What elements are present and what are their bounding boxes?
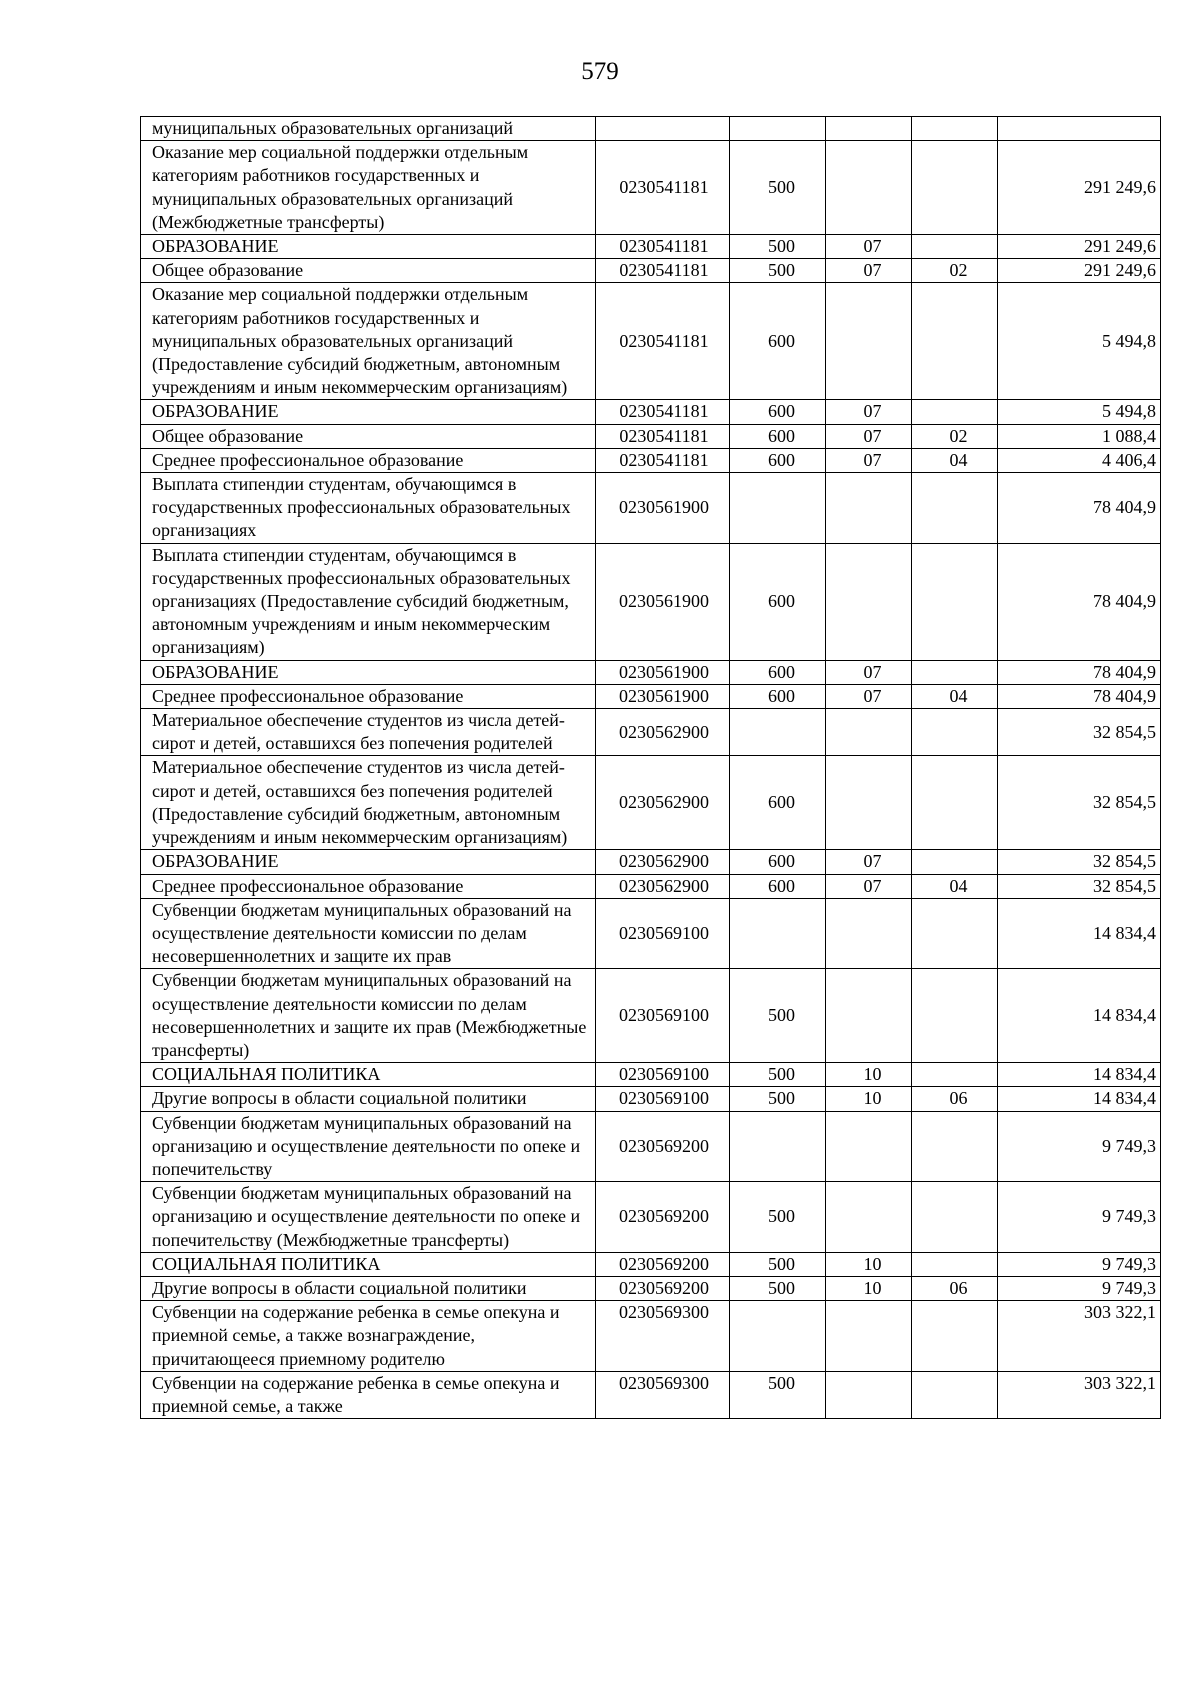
row-subsection-cell: [912, 117, 998, 141]
row-code-cell: 0230541181: [596, 448, 730, 472]
row-name-cell: ОБРАЗОВАНИЕ: [141, 235, 596, 259]
table-row: [141, 969, 1161, 1063]
row-amount-cell: [998, 117, 1161, 141]
row-amount-cell: 291 249,6: [998, 259, 1161, 283]
row-subsection-cell: [912, 1063, 998, 1087]
row-subsection-cell: 02: [912, 424, 998, 448]
table-row: [141, 400, 1161, 424]
table-row: [141, 1252, 1161, 1276]
row-amount-cell: 9 749,3: [998, 1276, 1161, 1300]
row-name-cell: Среднее профессиональное образование: [141, 684, 596, 708]
row-code-cell: 0230561900: [596, 543, 730, 660]
row-section-cell: [826, 709, 912, 756]
row-expense-type-cell: [730, 1301, 826, 1372]
row-section-cell: 07: [826, 660, 912, 684]
table-row: [141, 235, 1161, 259]
row-code-cell: 0230561900: [596, 684, 730, 708]
table-row: [141, 709, 1161, 756]
row-expense-type-cell: [730, 1111, 826, 1182]
row-name-cell: Субвенции бюджетам муниципальных образований на организацию и осуществление деятельности по опеке и попечительству: [141, 1111, 596, 1182]
row-amount-cell: 291 249,6: [998, 235, 1161, 259]
row-name-cell: Субвенции бюджетам муниципальных образований на осуществление деятельности комиссии по делам несовершеннолетних и защите их прав (Межбюджетные трансферты): [141, 969, 596, 1063]
row-name-cell: Общее образование: [141, 259, 596, 283]
row-subsection-cell: 04: [912, 448, 998, 472]
row-expense-type-cell: 500: [730, 1276, 826, 1300]
row-expense-type-cell: 600: [730, 424, 826, 448]
row-subsection-cell: [912, 898, 998, 969]
page-number: 579: [581, 58, 619, 85]
row-amount-cell: 32 854,5: [998, 874, 1161, 898]
row-code-cell: 0230561900: [596, 473, 730, 544]
row-expense-type-cell: 500: [730, 1063, 826, 1087]
row-code-cell: 0230562900: [596, 709, 730, 756]
row-name-cell: Субвенции бюджетам муниципальных образований на осуществление деятельности комиссии по делам несовершеннолетних и защите их прав: [141, 898, 596, 969]
row-subsection-cell: [912, 141, 998, 235]
row-subsection-cell: [912, 1371, 998, 1418]
row-subsection-cell: 06: [912, 1087, 998, 1111]
row-expense-type-cell: [730, 117, 826, 141]
row-section-cell: 10: [826, 1276, 912, 1300]
row-code-cell: 0230541181: [596, 400, 730, 424]
table-row: [141, 1182, 1161, 1253]
row-amount-cell: 1 088,4: [998, 424, 1161, 448]
row-name-cell: муниципальных образовательных организаций: [141, 117, 596, 141]
row-amount-cell: 303 322,1: [998, 1301, 1161, 1372]
row-amount-cell: 14 834,4: [998, 898, 1161, 969]
row-code-cell: 0230569300: [596, 1371, 730, 1418]
table-row: [141, 543, 1161, 660]
row-code-cell: 0230541181: [596, 283, 730, 400]
row-code-cell: 0230569200: [596, 1252, 730, 1276]
table-row: [141, 1276, 1161, 1300]
table-row: [141, 1111, 1161, 1182]
row-code-cell: 0230569100: [596, 969, 730, 1063]
row-code-cell: 0230569100: [596, 1087, 730, 1111]
row-code-cell: 0230562900: [596, 874, 730, 898]
row-amount-cell: 14 834,4: [998, 969, 1161, 1063]
row-subsection-cell: [912, 235, 998, 259]
table-body: [141, 117, 1161, 1419]
row-code-cell: 0230569200: [596, 1276, 730, 1300]
row-name-cell: Субвенции бюджетам муниципальных образований на организацию и осуществление деятельности по опеке и попечительству (Межбюджетные трансферты): [141, 1182, 596, 1253]
row-name-cell: Среднее профессиональное образование: [141, 874, 596, 898]
row-section-cell: 10: [826, 1252, 912, 1276]
row-expense-type-cell: [730, 473, 826, 544]
row-expense-type-cell: 500: [730, 969, 826, 1063]
row-subsection-cell: 04: [912, 684, 998, 708]
row-section-cell: 07: [826, 448, 912, 472]
row-subsection-cell: 06: [912, 1276, 998, 1300]
row-section-cell: 07: [826, 850, 912, 874]
row-expense-type-cell: 600: [730, 543, 826, 660]
table-row: [141, 117, 1161, 141]
table-row: [141, 1371, 1161, 1418]
row-expense-type-cell: 500: [730, 1087, 826, 1111]
table-row: [141, 850, 1161, 874]
row-code-cell: 0230569300: [596, 1301, 730, 1372]
row-code-cell: 0230569100: [596, 1063, 730, 1087]
row-expense-type-cell: 600: [730, 874, 826, 898]
budget-table: [140, 116, 1161, 1419]
row-subsection-cell: [912, 283, 998, 400]
row-name-cell: Оказание мер социальной поддержки отдельным категориям работников государственных и муниципальных образовательных организаций (Межбюджетные трансферты): [141, 141, 596, 235]
row-amount-cell: 9 749,3: [998, 1182, 1161, 1253]
row-amount-cell: 32 854,5: [998, 850, 1161, 874]
row-expense-type-cell: 600: [730, 400, 826, 424]
row-subsection-cell: 04: [912, 874, 998, 898]
row-amount-cell: 78 404,9: [998, 684, 1161, 708]
row-name-cell: Общее образование: [141, 424, 596, 448]
table-row: [141, 1301, 1161, 1372]
row-name-cell: ОБРАЗОВАНИЕ: [141, 850, 596, 874]
table-row: [141, 424, 1161, 448]
row-section-cell: [826, 141, 912, 235]
table-row: [141, 756, 1161, 850]
row-subsection-cell: [912, 1111, 998, 1182]
row-name-cell: ОБРАЗОВАНИЕ: [141, 660, 596, 684]
row-subsection-cell: [912, 709, 998, 756]
row-name-cell: Оказание мер социальной поддержки отдельным категориям работников государственных и муниципальных образовательных организаций (Предоставление субсидий бюджетным, автономным учреждениям и иным некоммерческим организациям): [141, 283, 596, 400]
row-amount-cell: 4 406,4: [998, 448, 1161, 472]
row-section-cell: [826, 543, 912, 660]
row-expense-type-cell: 600: [730, 850, 826, 874]
row-section-cell: [826, 898, 912, 969]
row-expense-type-cell: 600: [730, 756, 826, 850]
row-subsection-cell: [912, 850, 998, 874]
row-section-cell: 07: [826, 684, 912, 708]
row-amount-cell: 78 404,9: [998, 660, 1161, 684]
row-subsection-cell: [912, 660, 998, 684]
row-section-cell: 07: [826, 874, 912, 898]
row-code-cell: 0230541181: [596, 424, 730, 448]
row-code-cell: [596, 117, 730, 141]
row-expense-type-cell: 600: [730, 684, 826, 708]
row-name-cell: Среднее профессиональное образование: [141, 448, 596, 472]
row-code-cell: 0230569200: [596, 1111, 730, 1182]
row-subsection-cell: [912, 1301, 998, 1372]
row-name-cell: Другие вопросы в области социальной политики: [141, 1276, 596, 1300]
row-code-cell: 0230562900: [596, 756, 730, 850]
row-amount-cell: 9 749,3: [998, 1111, 1161, 1182]
row-section-cell: 07: [826, 424, 912, 448]
table-row: [141, 1063, 1161, 1087]
row-name-cell: Выплата стипендии студентам, обучающимся в государственных профессиональных образовательных организациях (Предоставление субсидий бюджетным, автономным учреждениям и иным некоммерческим организациям): [141, 543, 596, 660]
table-row: [141, 660, 1161, 684]
row-amount-cell: 32 854,5: [998, 756, 1161, 850]
row-code-cell: 0230541181: [596, 235, 730, 259]
row-section-cell: [826, 969, 912, 1063]
row-code-cell: 0230561900: [596, 660, 730, 684]
row-code-cell: 0230569200: [596, 1182, 730, 1253]
row-name-cell: Субвенции на содержание ребенка в семье опекуна и приемной семье, а также: [141, 1371, 596, 1418]
row-name-cell: Материальное обеспечение студентов из числа детей-сирот и детей, оставшихся без попечения родителей: [141, 709, 596, 756]
row-expense-type-cell: 600: [730, 660, 826, 684]
table-row: [141, 259, 1161, 283]
row-subsection-cell: [912, 969, 998, 1063]
row-amount-cell: 78 404,9: [998, 543, 1161, 660]
row-expense-type-cell: [730, 898, 826, 969]
row-code-cell: 0230569100: [596, 898, 730, 969]
row-expense-type-cell: 500: [730, 235, 826, 259]
row-amount-cell: 14 834,4: [998, 1087, 1161, 1111]
row-expense-type-cell: 500: [730, 141, 826, 235]
row-section-cell: [826, 1301, 912, 1372]
row-name-cell: Субвенции на содержание ребенка в семье опекуна и приемной семье, а также вознаграждение, причитающееся приемному родителю: [141, 1301, 596, 1372]
row-name-cell: Другие вопросы в области социальной политики: [141, 1087, 596, 1111]
table-row: [141, 141, 1161, 235]
table-row: [141, 684, 1161, 708]
row-section-cell: [826, 1111, 912, 1182]
row-amount-cell: 9 749,3: [998, 1252, 1161, 1276]
row-section-cell: 10: [826, 1063, 912, 1087]
row-code-cell: 0230541181: [596, 141, 730, 235]
row-subsection-cell: [912, 400, 998, 424]
row-name-cell: Материальное обеспечение студентов из числа детей-сирот и детей, оставшихся без попечения родителей (Предоставление субсидий бюджетным, автономным учреждениям и иным некоммерческим организациям): [141, 756, 596, 850]
row-subsection-cell: [912, 543, 998, 660]
row-amount-cell: 5 494,8: [998, 400, 1161, 424]
row-section-cell: [826, 283, 912, 400]
row-amount-cell: 5 494,8: [998, 283, 1161, 400]
row-expense-type-cell: 600: [730, 448, 826, 472]
row-amount-cell: 303 322,1: [998, 1371, 1161, 1418]
row-section-cell: 07: [826, 400, 912, 424]
row-subsection-cell: 02: [912, 259, 998, 283]
row-subsection-cell: [912, 756, 998, 850]
row-section-cell: [826, 117, 912, 141]
row-code-cell: 0230562900: [596, 850, 730, 874]
row-amount-cell: 32 854,5: [998, 709, 1161, 756]
row-section-cell: 07: [826, 235, 912, 259]
row-subsection-cell: [912, 1182, 998, 1253]
table-row: [141, 1087, 1161, 1111]
row-section-cell: [826, 473, 912, 544]
row-section-cell: [826, 1371, 912, 1418]
row-section-cell: 10: [826, 1087, 912, 1111]
row-amount-cell: 291 249,6: [998, 141, 1161, 235]
row-section-cell: [826, 756, 912, 850]
row-expense-type-cell: [730, 709, 826, 756]
row-expense-type-cell: 500: [730, 1371, 826, 1418]
table-row: [141, 473, 1161, 544]
row-name-cell: ОБРАЗОВАНИЕ: [141, 400, 596, 424]
row-name-cell: СОЦИАЛЬНАЯ ПОЛИТИКА: [141, 1063, 596, 1087]
row-amount-cell: 14 834,4: [998, 1063, 1161, 1087]
table-row: [141, 283, 1161, 400]
table-row: [141, 898, 1161, 969]
row-name-cell: Выплата стипендии студентам, обучающимся в государственных профессиональных образовательных организациях: [141, 473, 596, 544]
row-expense-type-cell: 600: [730, 283, 826, 400]
row-expense-type-cell: 500: [730, 1182, 826, 1253]
row-code-cell: 0230541181: [596, 259, 730, 283]
row-amount-cell: 78 404,9: [998, 473, 1161, 544]
row-subsection-cell: [912, 473, 998, 544]
row-subsection-cell: [912, 1252, 998, 1276]
row-expense-type-cell: 500: [730, 1252, 826, 1276]
row-expense-type-cell: 500: [730, 259, 826, 283]
row-name-cell: СОЦИАЛЬНАЯ ПОЛИТИКА: [141, 1252, 596, 1276]
table-row: [141, 874, 1161, 898]
table-row: [141, 448, 1161, 472]
row-section-cell: 07: [826, 259, 912, 283]
row-section-cell: [826, 1182, 912, 1253]
